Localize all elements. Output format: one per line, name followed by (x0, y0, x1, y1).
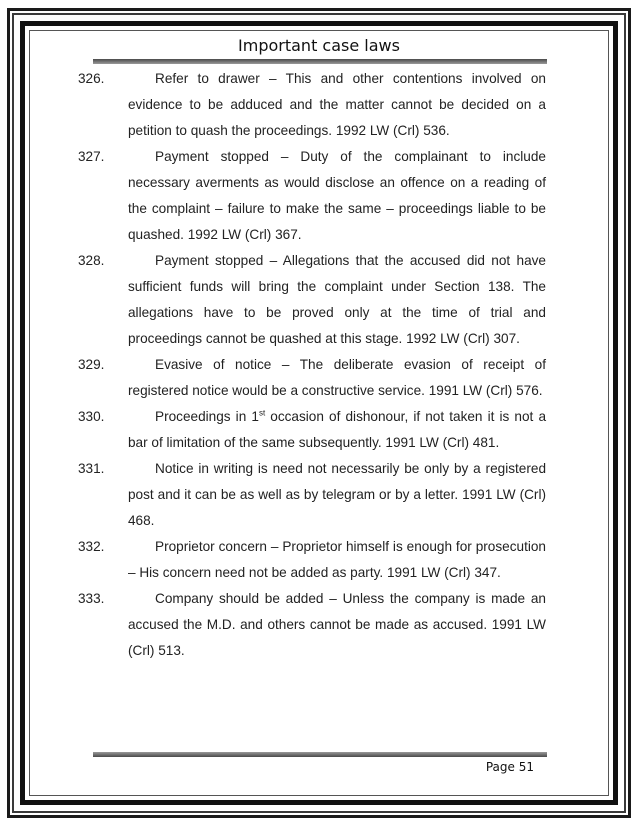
entry-text: Proprietor concern – Proprietor himself is enough for prosecution – His concern need not be added as party. 1991 LW (Crl) 347. (128, 539, 546, 580)
list-item (78, 144, 546, 248)
list-item (78, 586, 546, 664)
entry-number: 331. (78, 461, 105, 476)
entry-number: 329. (78, 357, 105, 372)
entry-text: Notice in writing is need not necessarily be only by a registered post and it can be as well as by telegram or by a letter. 1991 LW (Crl) 468. (128, 461, 546, 528)
entry-number: 326. (78, 71, 105, 86)
entry-number: 330. (78, 409, 105, 424)
page-header-title: Important case laws (238, 36, 400, 55)
entry-text: Company should be added – Unless the company is made an accused the M.D. and others cannot be made as accused. 1991 LW (Crl) 513. (128, 591, 546, 658)
entry-text: Payment stopped – Allegations that the accused did not have sufficient funds will bring the complaint under Section 138. The allegations have to be proved only at the time of trial and proceedings cannot be quashed at this stage. 1992 LW (Crl) 307. (128, 253, 546, 346)
list-item (78, 456, 546, 534)
list-item (78, 534, 546, 586)
page-number: Page 51 (485, 760, 534, 774)
list-item (78, 352, 546, 404)
entry-text: Payment stopped – Duty of the complainant to include necessary averments as would disclose an offence on a reading of the complaint – failure to make the same – proceedings liable to be quashed. 1992 LW (Crl) 367. (128, 149, 546, 242)
entry-text: Refer to drawer – This and other contentions involved on evidence to be adduced and the matter cannot be decided on a petition to quash the proceedings. 1992 LW (Crl) 536. (128, 71, 546, 138)
entry-text-after: occasion of dishonour, if not taken it is not a bar of limitation of the same subsequently. 1991 LW (Crl) 481. (128, 409, 546, 450)
entry-text-before: Proceedings in 1 (155, 409, 259, 424)
case-law-list (78, 66, 546, 664)
entry-number: 328. (78, 253, 105, 268)
superscript-ordinal: st (258, 408, 266, 418)
list-item (78, 404, 546, 456)
list-item (78, 66, 546, 144)
list-item (78, 248, 546, 352)
header-divider (93, 59, 547, 64)
footer-divider (93, 752, 547, 757)
entry-number: 333. (78, 591, 105, 606)
entry-number: 332. (78, 539, 105, 554)
entry-number: 327. (78, 149, 105, 164)
entry-text: Evasive of notice – The deliberate evasion of receipt of registered notice would be a constructive service. 1991 LW (Crl) 576. (128, 357, 546, 398)
